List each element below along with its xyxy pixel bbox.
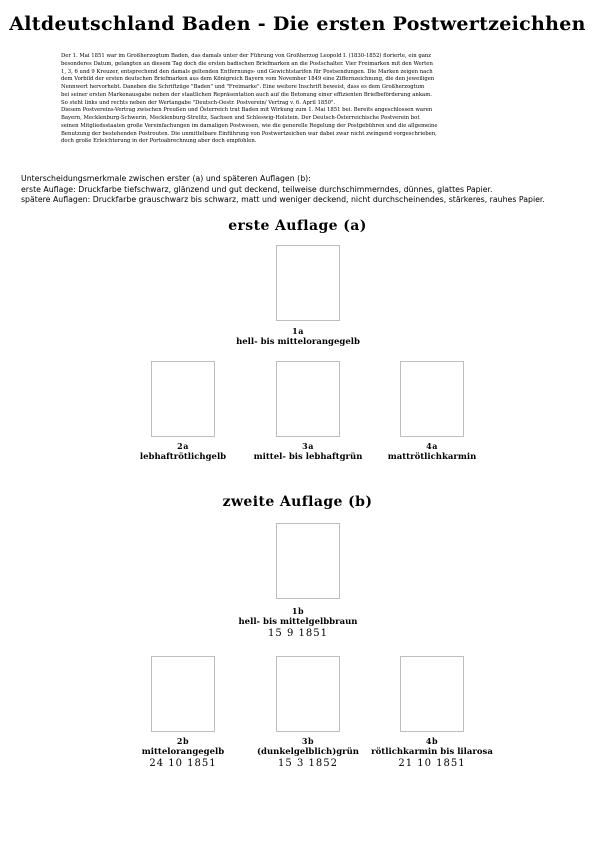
intro-line: Diesem Postvereins-Vertrag zwischen Preußen und Österreich trat Baden mit Wirkung zum 1. Mai 1851 bei. Bereits angeschlossen waren [61, 107, 433, 114]
stamp-date: 15 9 1851 [268, 628, 328, 639]
notes-line: erste Auflage: Druckfarbe tiefschwarz, glänzend und gut deckend, teilweise durchschimmerndes, dünnes, glattes Papier. [21, 184, 493, 194]
stamp-number: 4a [426, 441, 438, 451]
stamp-placeholder-3b [276, 656, 340, 732]
distinguishing-notes [21, 174, 591, 206]
stamp-color: lebhaftrötlichgelb [139, 452, 227, 462]
stamp-placeholder-4a [400, 361, 464, 437]
stamp-number: 3a [302, 441, 314, 451]
intro-line: seinen Mitgliedsstaaten große Vereinfachungen im damaligen Postwesen, wie die generelle Regelung der Postgebühren und die allgemeine [61, 122, 438, 129]
stamp-placeholder-2b [151, 656, 215, 732]
stamp-color: rötlichkarmin bis lilarosa [371, 747, 493, 757]
intro-line: Benutzung der bestehenden Postrouten. Die unmittelbare Einführung von Postwertzeichen war dabei zwar nicht zwingend vorgeschrieben, [61, 130, 437, 137]
intro-line: dem Vorbild der ersten deutschen Briefmarken aus dem Königreich Bayern vom November 1849 eine Ziffernzeichnung, die den jeweiligen [61, 76, 435, 83]
page-title: Altdeutschland Baden - Die ersten Postwertzeichhen [9, 13, 586, 35]
stamp-number: 2a [177, 441, 189, 451]
intro-line: besonderes Datum, gelangten an diesem Tag doch die ersten badischen Briefmarken an die Postschalter. Vier Freimarken mit den Werten [61, 60, 433, 67]
stamp-date: 24 10 1851 [149, 758, 217, 769]
stamp-caption-4a [352, 441, 512, 463]
intro-line: doch große Erleichterung in der Portoabrechnung aber doch empfohlen. [61, 138, 257, 145]
intro-line: Der 1. Mai 1851 war im Großherzogtum Baden, das damals unter der Führung von Großherzog Leopold I. (1830-1852) florierte, ein ganz [61, 53, 432, 59]
stamp-placeholder-1a [276, 245, 340, 321]
stamp-placeholder-3a [276, 361, 340, 437]
intro-line: 1, 3, 6 und 9 Kreuzer, entsprechend den damals geltenden Entfernungs- und Gewichtstarifen für Postsendungen. Die Marken zeigen nach [61, 68, 433, 75]
intro-text [61, 53, 537, 146]
stamp-color: hell- bis mittelgelbbraun [238, 617, 358, 627]
stamp-caption-1b [218, 606, 378, 639]
stamp-number: 3b [301, 736, 315, 746]
stamp-placeholder-2a [151, 361, 215, 437]
stamp-number: 4b [425, 736, 439, 746]
stamp-color: mittelorangegelb [141, 747, 225, 757]
stamp-date: 15 3 1852 [278, 758, 338, 769]
stamp-date: 21 10 1851 [398, 758, 466, 769]
intro-line: Nennwert hervorhebt. Daneben die Schriftzüge "Baden" und "Freimarke". Eine weitere Inschrift beweist, dass es dem Großherzogtum [61, 84, 425, 90]
stamp-caption-4b [352, 736, 512, 769]
stamp-placeholder-1b [276, 523, 340, 599]
notes-line: Unterscheidungsmerkmale zwischen erster (a) und späteren Auflagen (b): [21, 174, 311, 183]
stamp-color: (dunkelgelblich)grün [257, 747, 359, 757]
stamp-number: 1b [291, 606, 305, 616]
section-heading-second-printing: zweite Auflage (b) [222, 494, 373, 510]
section-heading-first-printing: erste Auflage (a) [228, 218, 367, 234]
stamp-number: 2b [176, 736, 190, 746]
stamp-placeholder-4b [400, 656, 464, 732]
intro-line: bei seiner ersten Markenausgabe neben der staatlichen Repräsentation auch auf die Betonung einer effizienten Briefbeförderung ankam. [61, 91, 432, 98]
stamp-color: mattrötlichkarmin [387, 452, 477, 462]
stamp-color: mittel- bis lebhaftgrün [253, 452, 363, 462]
intro-line: Bayern, Mecklenburg-Schwerin, Mecklenburg-Strelitz, Sachsen und Schleswig-Holstein. Der Deutsch-Österreichische Postverein bot [61, 115, 420, 121]
stamp-color: hell- bis mittelorangegelb [236, 337, 360, 347]
stamp-caption-1a [218, 326, 378, 348]
notes-line: spätere Auflagen: Druckfarbe grauschwarz bis schwarz, matt und weniger deckend, nicht durchscheinendes, stärkeres, rauhes Papier. [21, 195, 545, 204]
stamp-number: 1a [292, 326, 304, 336]
intro-line: So steht links und rechts neben der Wertangabe "Deutsch-Oestr. Postverein/ Vertrag v. 6. April 1850". [61, 99, 336, 106]
